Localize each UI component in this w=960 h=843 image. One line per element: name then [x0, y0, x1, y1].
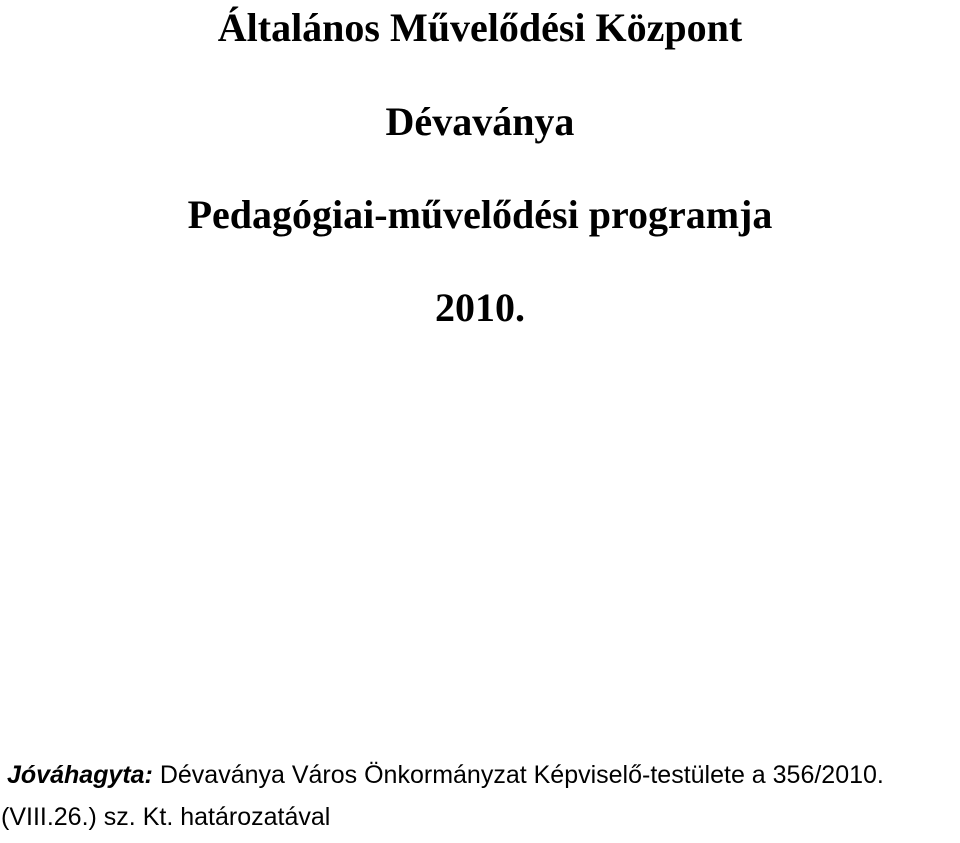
approval-line-1: [7, 754, 957, 796]
institution-title: Általános Művelődési Központ: [217, 5, 743, 50]
approval-line-2: (VIII.26.) sz. Kt. határozatával: [1, 803, 331, 831]
approval-label: Jóváhagyta:: [7, 761, 153, 789]
program-title: Pedagógiai-művelődési programja: [187, 192, 773, 237]
approval-text-1: Dévaványa Város Önkormányzat Képviselő-testülete a 356/2010.: [152, 761, 884, 789]
approval-block: [1, 754, 957, 838]
town-title: Dévaványa: [385, 99, 575, 144]
year-title: 2010.: [435, 285, 525, 330]
